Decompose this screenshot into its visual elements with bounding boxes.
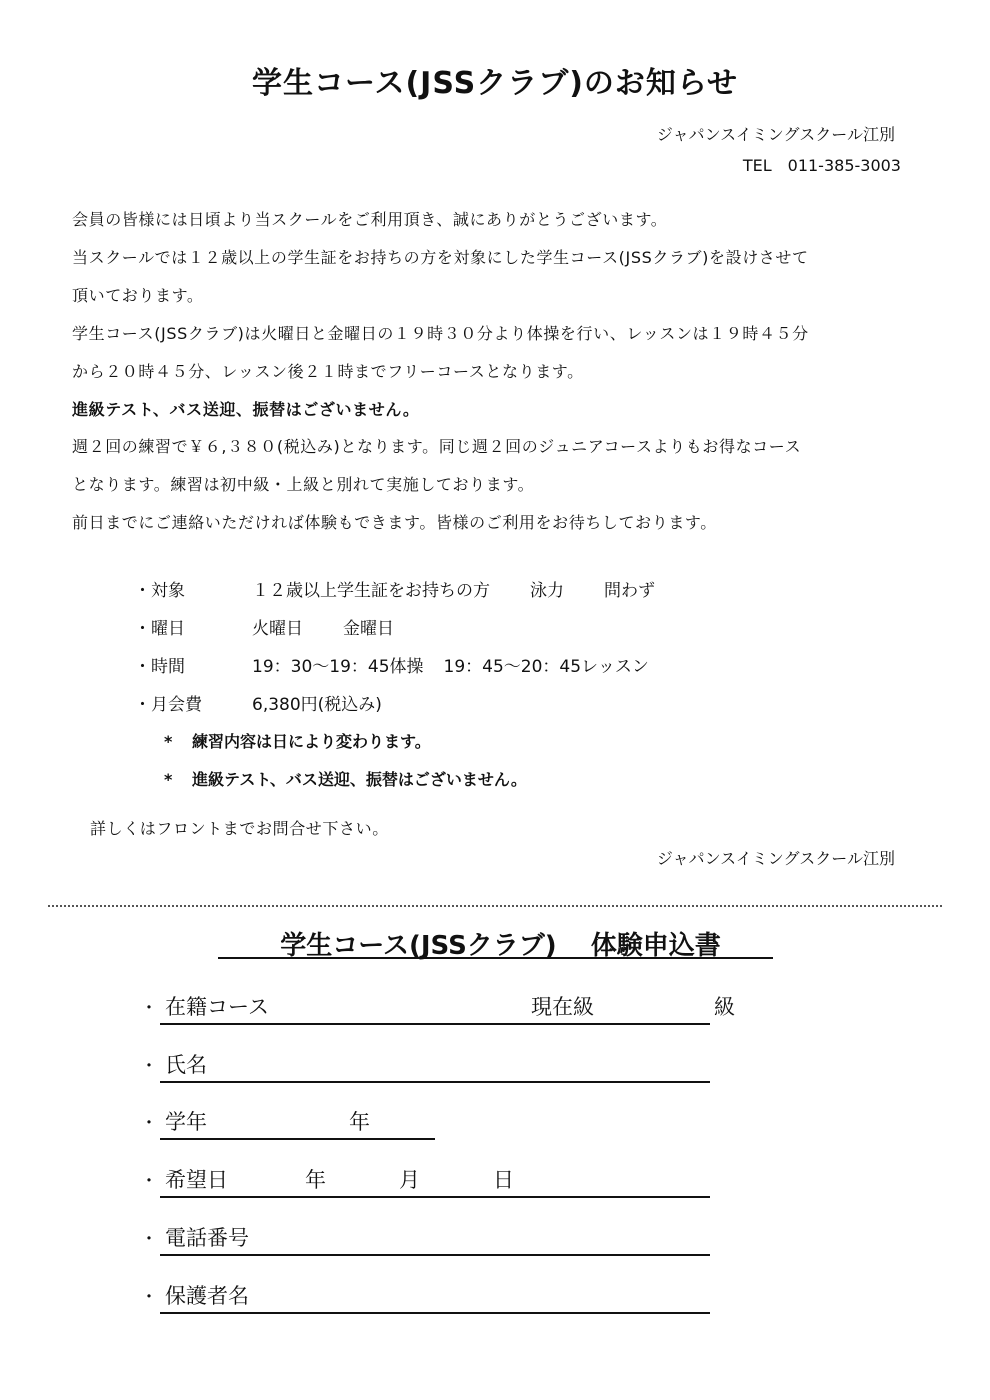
body-line-9: 前日までにご連絡いただければ体験もできます。皆様のご利用をお待ちしております。 — [72, 513, 717, 532]
bullet: ・ — [140, 1056, 158, 1077]
guardian-label: 保護者名 — [165, 1284, 249, 1308]
grade-input-line[interactable] — [160, 1138, 435, 1140]
page-title: 学生コース(JSSクラブ)のお知らせ — [251, 66, 739, 101]
note-1-text: 練習内容は日により変わります。 — [192, 732, 431, 751]
phone-label: 電話番号 — [165, 1226, 249, 1250]
note-star-2: * — [164, 770, 173, 789]
name-input-line[interactable] — [160, 1081, 710, 1083]
info-fee-label: ・月会費 — [134, 695, 202, 715]
grade-suffix: 年 — [349, 1110, 370, 1134]
info-target-value: １２歳以上学生証をお持ちの方 — [252, 581, 490, 601]
date-day: 日 — [493, 1168, 514, 1192]
info-fee-value: 6,380円(税込み) — [252, 695, 382, 715]
info-target-row — [134, 576, 655, 601]
date-month: 月 — [399, 1168, 420, 1192]
contact-note: 詳しくはフロントまでお問合せ下さい。 — [90, 819, 389, 838]
info-fee-row — [134, 690, 382, 715]
school-name: ジャパンスイミングスクール江別 — [656, 125, 895, 144]
form-title — [218, 925, 773, 959]
info-target-label: ・対象 — [134, 581, 185, 601]
bullet: ・ — [140, 998, 158, 1019]
footer-school-name: ジャパンスイミングスクール江別 — [656, 849, 895, 868]
info-time-value-2: 19：45～20：45レッスン — [443, 657, 649, 677]
info-time-label: ・時間 — [134, 657, 185, 677]
bullet: ・ — [140, 1287, 158, 1308]
body-line-2: 当スクールでは１２歳以上の学生証をお持ちの方を対象にした学生コース(JSSクラブ)を設けさせて — [72, 248, 809, 267]
info-swim-value: 問わず — [604, 581, 655, 601]
guardian-input-line[interactable] — [160, 1312, 710, 1314]
course-input-line[interactable] — [160, 1023, 710, 1025]
note-2-text: 進級テスト、バス送迎、振替はございません。 — [192, 770, 527, 789]
cut-line-divider — [48, 905, 942, 907]
form-title-sub: 体験申込書 — [590, 931, 721, 961]
bullet: ・ — [140, 1229, 158, 1250]
info-day-value-2: 金曜日 — [343, 619, 394, 639]
info-time-row — [134, 652, 649, 677]
info-day-row — [134, 614, 394, 639]
date-year: 年 — [305, 1168, 326, 1192]
bullet: ・ — [140, 1171, 158, 1192]
note-star-1: * — [164, 732, 173, 751]
info-day-label: ・曜日 — [134, 619, 185, 639]
level-label: 現在級 — [531, 995, 594, 1019]
date-label: 希望日 — [165, 1168, 228, 1192]
level-suffix: 級 — [714, 995, 735, 1019]
name-label: 氏名 — [165, 1053, 207, 1077]
grade-label: 学年 — [165, 1110, 207, 1134]
bullet: ・ — [140, 1113, 158, 1134]
info-swim-label: 泳力 — [530, 581, 564, 601]
note-1 — [164, 729, 431, 752]
body-line-3: 頂いております。 — [72, 286, 204, 305]
note-2 — [164, 767, 527, 790]
form-title-main: 学生コース(JSSクラブ) — [280, 931, 557, 961]
info-day-value-1: 火曜日 — [252, 619, 303, 639]
body-line-notice: 進級テスト、バス送迎、振替はございません。 — [72, 400, 420, 419]
body-line-1: 会員の皆様には日頃より当スクールをご利用頂き、誠にありがとうございます。 — [72, 210, 668, 229]
body-line-8: となります。練習は初中級・上級と別れて実施しております。 — [72, 475, 535, 494]
phone-input-line[interactable] — [160, 1254, 710, 1256]
body-line-5: から２０時４５分、レッスン後２１時までフリーコースとなります。 — [72, 362, 584, 381]
body-line-4: 学生コース(JSSクラブ)は火曜日と金曜日の１９時３０分より体操を行い、レッスンは１９時４５分 — [72, 324, 809, 343]
date-input-line[interactable] — [160, 1196, 710, 1198]
course-label: 在籍コース — [165, 995, 269, 1019]
school-tel: TEL 011-385-3003 — [742, 156, 901, 175]
body-line-7: 週２回の練習で￥６,３８０(税込み)となります。同じ週２回のジュニアコースよりもお得なコース — [72, 437, 802, 456]
info-time-value-1: 19：30～19：45体操 — [252, 657, 424, 677]
